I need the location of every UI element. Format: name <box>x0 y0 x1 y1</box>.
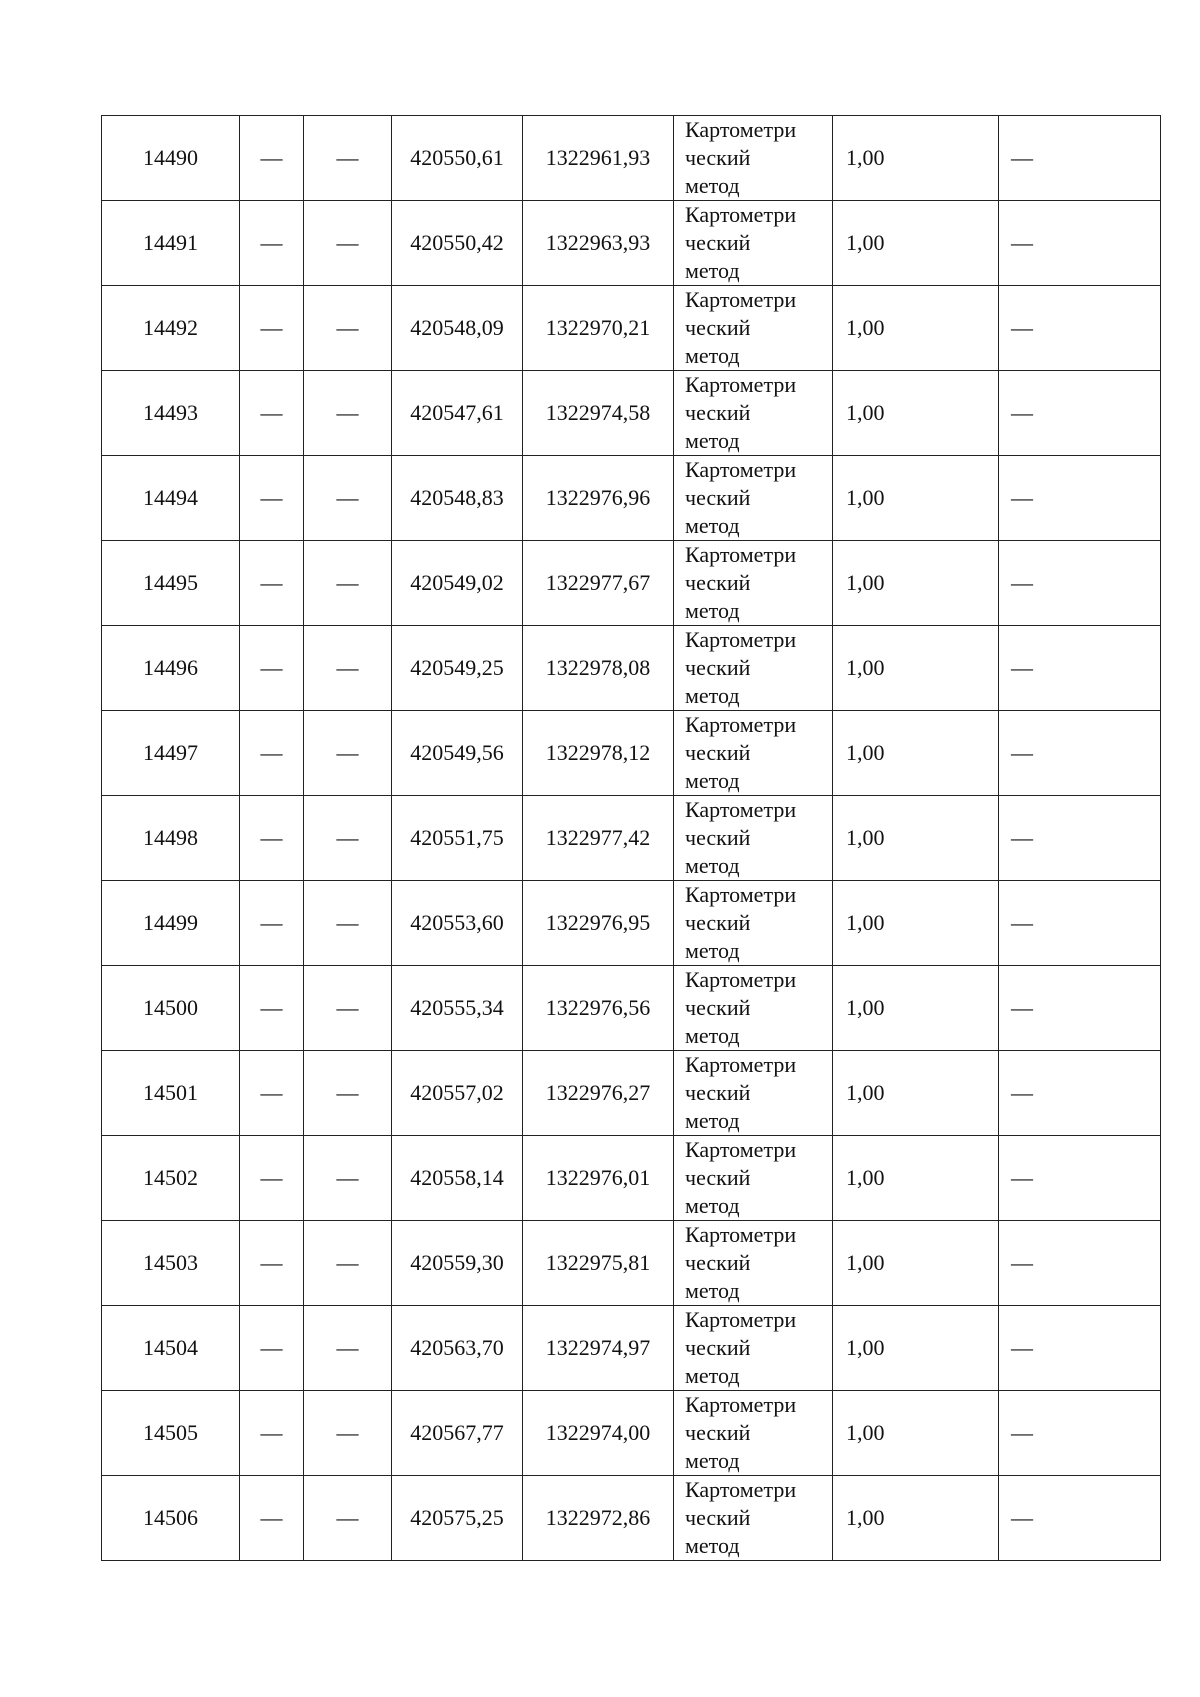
y-coordinate-cell: 1322974,00 <box>523 1391 674 1476</box>
table-row <box>102 201 1161 286</box>
x-coordinate-cell: 420550,61 <box>392 116 523 201</box>
x-coordinate-cell: 420559,30 <box>392 1221 523 1306</box>
dash-cell: — <box>304 456 392 541</box>
method-text-line: ческий <box>685 570 751 595</box>
method-text-line: ческий <box>685 1250 751 1275</box>
accuracy-cell: 1,00 <box>833 286 999 371</box>
dash-cell: — <box>240 541 304 626</box>
dash-cell: — <box>304 966 392 1051</box>
y-coordinate-cell: 1322970,21 <box>523 286 674 371</box>
y-coordinate-cell: 1322961,93 <box>523 116 674 201</box>
dash-cell: — <box>304 1391 392 1476</box>
method-text-line: Картометри <box>685 797 797 822</box>
dash-cell: — <box>240 371 304 456</box>
y-coordinate-cell: 1322977,67 <box>523 541 674 626</box>
accuracy-cell: 1,00 <box>833 541 999 626</box>
table-row <box>102 116 1161 201</box>
method-cell <box>674 371 833 456</box>
dash-cell: — <box>304 1476 392 1561</box>
dash-cell: — <box>240 1306 304 1391</box>
note-cell: — <box>999 966 1161 1051</box>
table-row <box>102 626 1161 711</box>
point-number-cell: 14490 <box>102 116 240 201</box>
accuracy-cell: 1,00 <box>833 1306 999 1391</box>
note-cell: — <box>999 201 1161 286</box>
x-coordinate-cell: 420549,56 <box>392 711 523 796</box>
x-coordinate-cell: 420549,25 <box>392 626 523 711</box>
method-cell <box>674 966 833 1051</box>
dash-cell: — <box>304 201 392 286</box>
point-number-cell: 14500 <box>102 966 240 1051</box>
point-number-cell: 14503 <box>102 1221 240 1306</box>
dash-cell: — <box>304 711 392 796</box>
accuracy-cell: 1,00 <box>833 116 999 201</box>
method-text-line: метод <box>685 938 740 963</box>
y-coordinate-cell: 1322975,81 <box>523 1221 674 1306</box>
note-cell: — <box>999 286 1161 371</box>
method-cell <box>674 456 833 541</box>
x-coordinate-cell: 420548,83 <box>392 456 523 541</box>
point-number-cell: 14492 <box>102 286 240 371</box>
method-text-line: ческий <box>685 995 751 1020</box>
method-text-line: Картометри <box>685 1137 797 1162</box>
method-cell <box>674 116 833 201</box>
note-cell: — <box>999 626 1161 711</box>
x-coordinate-cell: 420575,25 <box>392 1476 523 1561</box>
method-text-line: метод <box>685 1533 740 1558</box>
dash-cell: — <box>304 796 392 881</box>
coordinates-table <box>101 115 1161 1561</box>
note-cell: — <box>999 1306 1161 1391</box>
method-text-line: ческий <box>685 910 751 935</box>
accuracy-cell: 1,00 <box>833 626 999 711</box>
method-text-line: ческий <box>685 1335 751 1360</box>
method-cell <box>674 1136 833 1221</box>
method-text-line: Картометри <box>685 542 797 567</box>
y-coordinate-cell: 1322976,27 <box>523 1051 674 1136</box>
dash-cell: — <box>304 1136 392 1221</box>
table-row <box>102 1136 1161 1221</box>
dash-cell: — <box>240 1051 304 1136</box>
dash-cell: — <box>304 116 392 201</box>
method-text-line: метод <box>685 513 740 538</box>
method-text-line: ческий <box>685 1420 751 1445</box>
note-cell: — <box>999 881 1161 966</box>
method-text-line: ческий <box>685 1505 751 1530</box>
method-text-line: метод <box>685 343 740 368</box>
table-row <box>102 881 1161 966</box>
table-row <box>102 1051 1161 1136</box>
method-text-line: метод <box>685 1448 740 1473</box>
method-text-line: ческий <box>685 315 751 340</box>
method-text-line: Картометри <box>685 627 797 652</box>
point-number-cell: 14497 <box>102 711 240 796</box>
note-cell: — <box>999 1476 1161 1561</box>
method-text-line: Картометри <box>685 117 797 142</box>
method-text-line: ческий <box>685 230 751 255</box>
x-coordinate-cell: 420549,02 <box>392 541 523 626</box>
point-number-cell: 14496 <box>102 626 240 711</box>
point-number-cell: 14493 <box>102 371 240 456</box>
dash-cell: — <box>304 1051 392 1136</box>
method-cell <box>674 796 833 881</box>
dash-cell: — <box>240 1136 304 1221</box>
dash-cell: — <box>304 626 392 711</box>
accuracy-cell: 1,00 <box>833 881 999 966</box>
method-text-line: метод <box>685 1278 740 1303</box>
method-text-line: Картометри <box>685 967 797 992</box>
method-text-line: метод <box>685 598 740 623</box>
method-cell <box>674 541 833 626</box>
method-text-line: метод <box>685 768 740 793</box>
method-cell <box>674 201 833 286</box>
accuracy-cell: 1,00 <box>833 1136 999 1221</box>
dash-cell: — <box>240 881 304 966</box>
point-number-cell: 14501 <box>102 1051 240 1136</box>
method-text-line: Картометри <box>685 372 797 397</box>
method-text-line: Картометри <box>685 287 797 312</box>
method-text-line: метод <box>685 1108 740 1133</box>
method-text-line: ческий <box>685 400 751 425</box>
dash-cell: — <box>240 116 304 201</box>
x-coordinate-cell: 420550,42 <box>392 201 523 286</box>
method-text-line: метод <box>685 173 740 198</box>
point-number-cell: 14495 <box>102 541 240 626</box>
dash-cell: — <box>240 1391 304 1476</box>
point-number-cell: 14505 <box>102 1391 240 1476</box>
method-text-line: метод <box>685 428 740 453</box>
method-text-line: ческий <box>685 1165 751 1190</box>
method-cell <box>674 286 833 371</box>
note-cell: — <box>999 1221 1161 1306</box>
y-coordinate-cell: 1322978,12 <box>523 711 674 796</box>
x-coordinate-cell: 420555,34 <box>392 966 523 1051</box>
method-cell <box>674 1051 833 1136</box>
method-text-line: ческий <box>685 145 751 170</box>
y-coordinate-cell: 1322974,58 <box>523 371 674 456</box>
dash-cell: — <box>240 456 304 541</box>
accuracy-cell: 1,00 <box>833 371 999 456</box>
note-cell: — <box>999 1051 1161 1136</box>
note-cell: — <box>999 796 1161 881</box>
accuracy-cell: 1,00 <box>833 1221 999 1306</box>
x-coordinate-cell: 420547,61 <box>392 371 523 456</box>
method-text-line: ческий <box>685 655 751 680</box>
point-number-cell: 14504 <box>102 1306 240 1391</box>
dash-cell: — <box>240 1476 304 1561</box>
table-row <box>102 1391 1161 1476</box>
dash-cell: — <box>304 371 392 456</box>
y-coordinate-cell: 1322974,97 <box>523 1306 674 1391</box>
dash-cell: — <box>240 1221 304 1306</box>
method-text-line: метод <box>685 1023 740 1048</box>
method-text-line: Картометри <box>685 882 797 907</box>
method-cell <box>674 1306 833 1391</box>
accuracy-cell: 1,00 <box>833 966 999 1051</box>
note-cell: — <box>999 1391 1161 1476</box>
point-number-cell: 14502 <box>102 1136 240 1221</box>
method-text-line: метод <box>685 258 740 283</box>
table-row <box>102 796 1161 881</box>
y-coordinate-cell: 1322978,08 <box>523 626 674 711</box>
table-row <box>102 711 1161 796</box>
y-coordinate-cell: 1322976,56 <box>523 966 674 1051</box>
accuracy-cell: 1,00 <box>833 1051 999 1136</box>
y-coordinate-cell: 1322977,42 <box>523 796 674 881</box>
method-text-line: Картометри <box>685 1392 797 1417</box>
table-row <box>102 1476 1161 1561</box>
point-number-cell: 14498 <box>102 796 240 881</box>
x-coordinate-cell: 420563,70 <box>392 1306 523 1391</box>
dash-cell: — <box>240 201 304 286</box>
method-text-line: Картометри <box>685 202 797 227</box>
method-text-line: ческий <box>685 485 751 510</box>
point-number-cell: 14491 <box>102 201 240 286</box>
dash-cell: — <box>240 711 304 796</box>
dash-cell: — <box>304 1221 392 1306</box>
note-cell: — <box>999 371 1161 456</box>
dash-cell: — <box>240 286 304 371</box>
x-coordinate-cell: 420553,60 <box>392 881 523 966</box>
table-row <box>102 1221 1161 1306</box>
note-cell: — <box>999 456 1161 541</box>
method-text-line: Картометри <box>685 1222 797 1247</box>
table-row <box>102 371 1161 456</box>
method-text-line: ческий <box>685 825 751 850</box>
y-coordinate-cell: 1322976,01 <box>523 1136 674 1221</box>
table-row <box>102 286 1161 371</box>
x-coordinate-cell: 420548,09 <box>392 286 523 371</box>
x-coordinate-cell: 420567,77 <box>392 1391 523 1476</box>
method-cell <box>674 626 833 711</box>
accuracy-cell: 1,00 <box>833 1391 999 1476</box>
x-coordinate-cell: 420551,75 <box>392 796 523 881</box>
note-cell: — <box>999 1136 1161 1221</box>
table-row <box>102 966 1161 1051</box>
method-text-line: метод <box>685 1193 740 1218</box>
accuracy-cell: 1,00 <box>833 711 999 796</box>
method-text-line: Картометри <box>685 1477 797 1502</box>
method-text-line: Картометри <box>685 1307 797 1332</box>
table-row <box>102 1306 1161 1391</box>
method-text-line: ческий <box>685 1080 751 1105</box>
dash-cell: — <box>304 881 392 966</box>
method-cell <box>674 1391 833 1476</box>
table-body <box>102 116 1161 1561</box>
accuracy-cell: 1,00 <box>833 201 999 286</box>
note-cell: — <box>999 116 1161 201</box>
accuracy-cell: 1,00 <box>833 1476 999 1561</box>
dash-cell: — <box>304 1306 392 1391</box>
method-text-line: метод <box>685 683 740 708</box>
y-coordinate-cell: 1322972,86 <box>523 1476 674 1561</box>
method-cell <box>674 1476 833 1561</box>
dash-cell: — <box>304 286 392 371</box>
method-cell <box>674 881 833 966</box>
method-cell <box>674 711 833 796</box>
accuracy-cell: 1,00 <box>833 796 999 881</box>
y-coordinate-cell: 1322976,96 <box>523 456 674 541</box>
x-coordinate-cell: 420557,02 <box>392 1051 523 1136</box>
note-cell: — <box>999 711 1161 796</box>
method-text-line: метод <box>685 853 740 878</box>
method-cell <box>674 1221 833 1306</box>
note-cell: — <box>999 541 1161 626</box>
point-number-cell: 14506 <box>102 1476 240 1561</box>
method-text-line: Картометри <box>685 1052 797 1077</box>
x-coordinate-cell: 420558,14 <box>392 1136 523 1221</box>
accuracy-cell: 1,00 <box>833 456 999 541</box>
point-number-cell: 14494 <box>102 456 240 541</box>
table-row <box>102 541 1161 626</box>
method-text-line: Картометри <box>685 712 797 737</box>
dash-cell: — <box>240 626 304 711</box>
method-text-line: метод <box>685 1363 740 1388</box>
table-row <box>102 456 1161 541</box>
method-text-line: Картометри <box>685 457 797 482</box>
dash-cell: — <box>240 796 304 881</box>
dash-cell: — <box>240 966 304 1051</box>
dash-cell: — <box>304 541 392 626</box>
y-coordinate-cell: 1322963,93 <box>523 201 674 286</box>
y-coordinate-cell: 1322976,95 <box>523 881 674 966</box>
point-number-cell: 14499 <box>102 881 240 966</box>
method-text-line: ческий <box>685 740 751 765</box>
